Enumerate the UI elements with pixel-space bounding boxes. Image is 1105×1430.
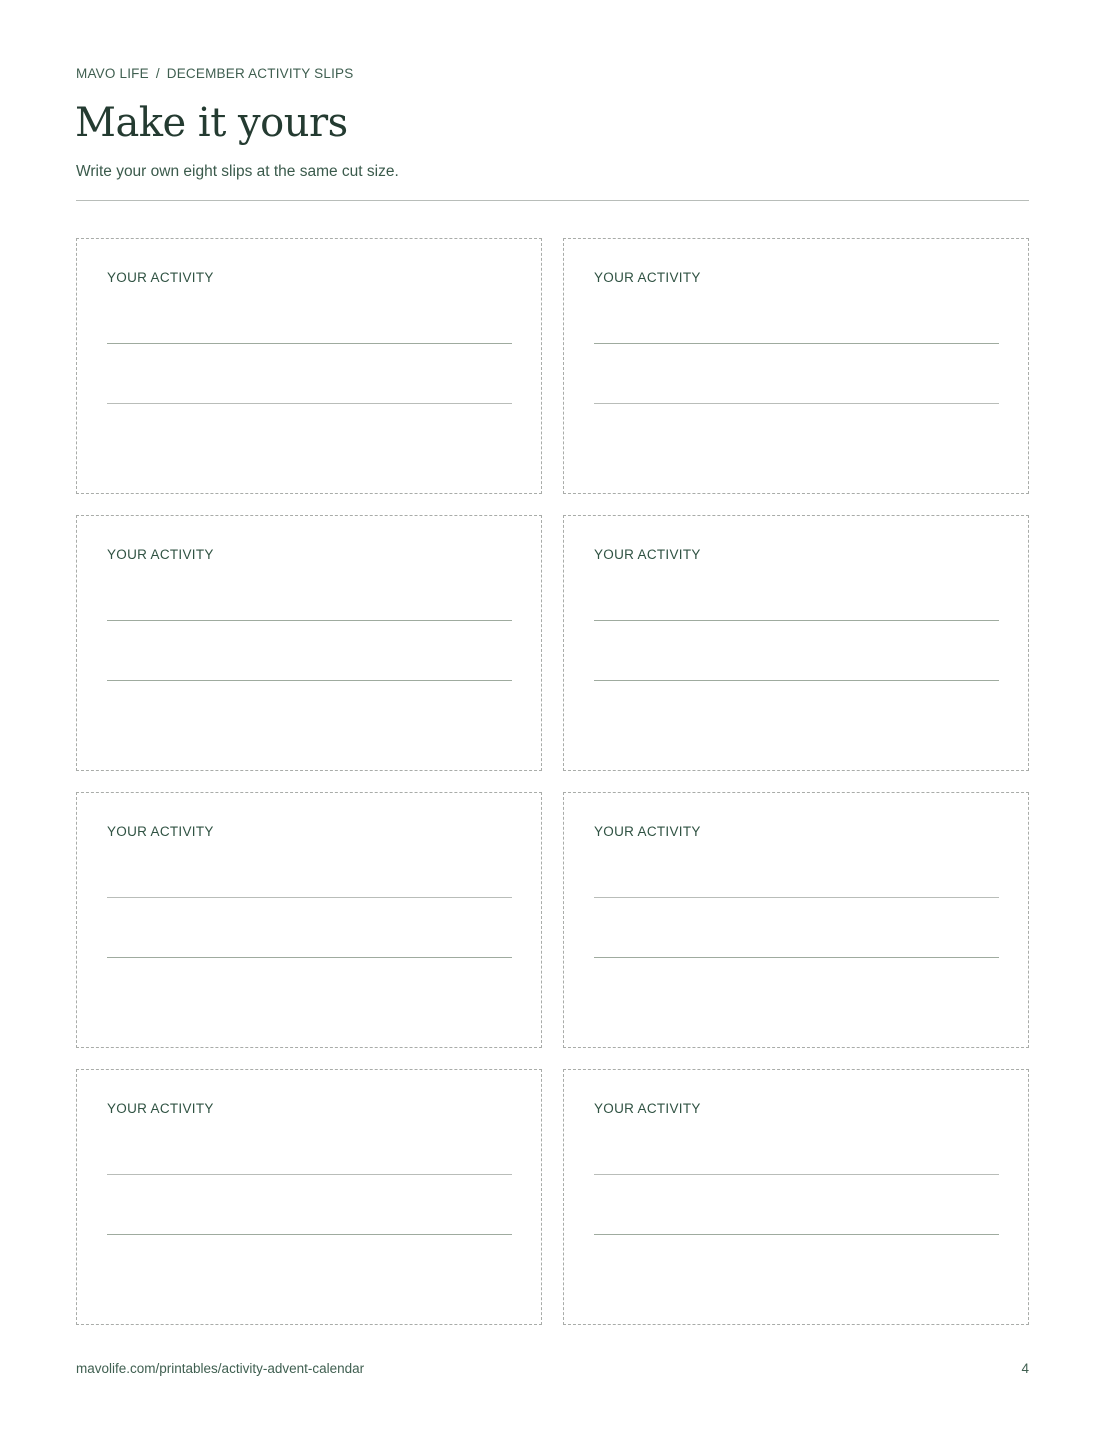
page-subtitle: Write your own eight slips at the same cut size. (76, 163, 399, 180)
activity-slip (76, 515, 542, 771)
header-divider (76, 200, 1029, 201)
activity-slip (563, 1069, 1029, 1325)
writing-line (594, 620, 999, 621)
writing-line (594, 680, 999, 681)
writing-line (594, 1234, 999, 1235)
slip-label: YOUR ACTIVITY (107, 270, 214, 285)
writing-line (107, 897, 512, 898)
slip-label: YOUR ACTIVITY (594, 270, 701, 285)
activity-slip (76, 1069, 542, 1325)
activity-slip (76, 238, 542, 494)
writing-line (107, 343, 512, 344)
writing-line (107, 1174, 512, 1175)
slip-label: YOUR ACTIVITY (107, 824, 214, 839)
breadcrumb (76, 66, 353, 81)
slip-label: YOUR ACTIVITY (107, 1101, 214, 1116)
breadcrumb-section: DECEMBER ACTIVITY SLIPS (166, 66, 354, 81)
writing-line (107, 1234, 512, 1235)
writing-line (594, 897, 999, 898)
writing-line (107, 680, 512, 681)
writing-line (107, 620, 512, 621)
activity-slip (563, 515, 1029, 771)
writing-line (594, 343, 999, 344)
activity-slip (563, 792, 1029, 1048)
activity-slip (563, 238, 1029, 494)
slip-label: YOUR ACTIVITY (107, 547, 214, 562)
writing-line (594, 403, 999, 404)
writing-line (594, 1174, 999, 1175)
footer-url: mavolife.com/printables/activity-advent-calendar (76, 1361, 365, 1376)
activity-slip (76, 792, 542, 1048)
writing-line (107, 403, 512, 404)
slip-label: YOUR ACTIVITY (594, 1101, 701, 1116)
slip-label: YOUR ACTIVITY (594, 824, 701, 839)
page-number: 4 (1021, 1361, 1029, 1376)
page-title: Make it yours (75, 100, 348, 146)
breadcrumb-separator: / (155, 66, 160, 81)
slip-label: YOUR ACTIVITY (594, 547, 701, 562)
writing-line (107, 957, 512, 958)
breadcrumb-brand: MAVO LIFE (76, 66, 149, 81)
writing-line (594, 957, 999, 958)
